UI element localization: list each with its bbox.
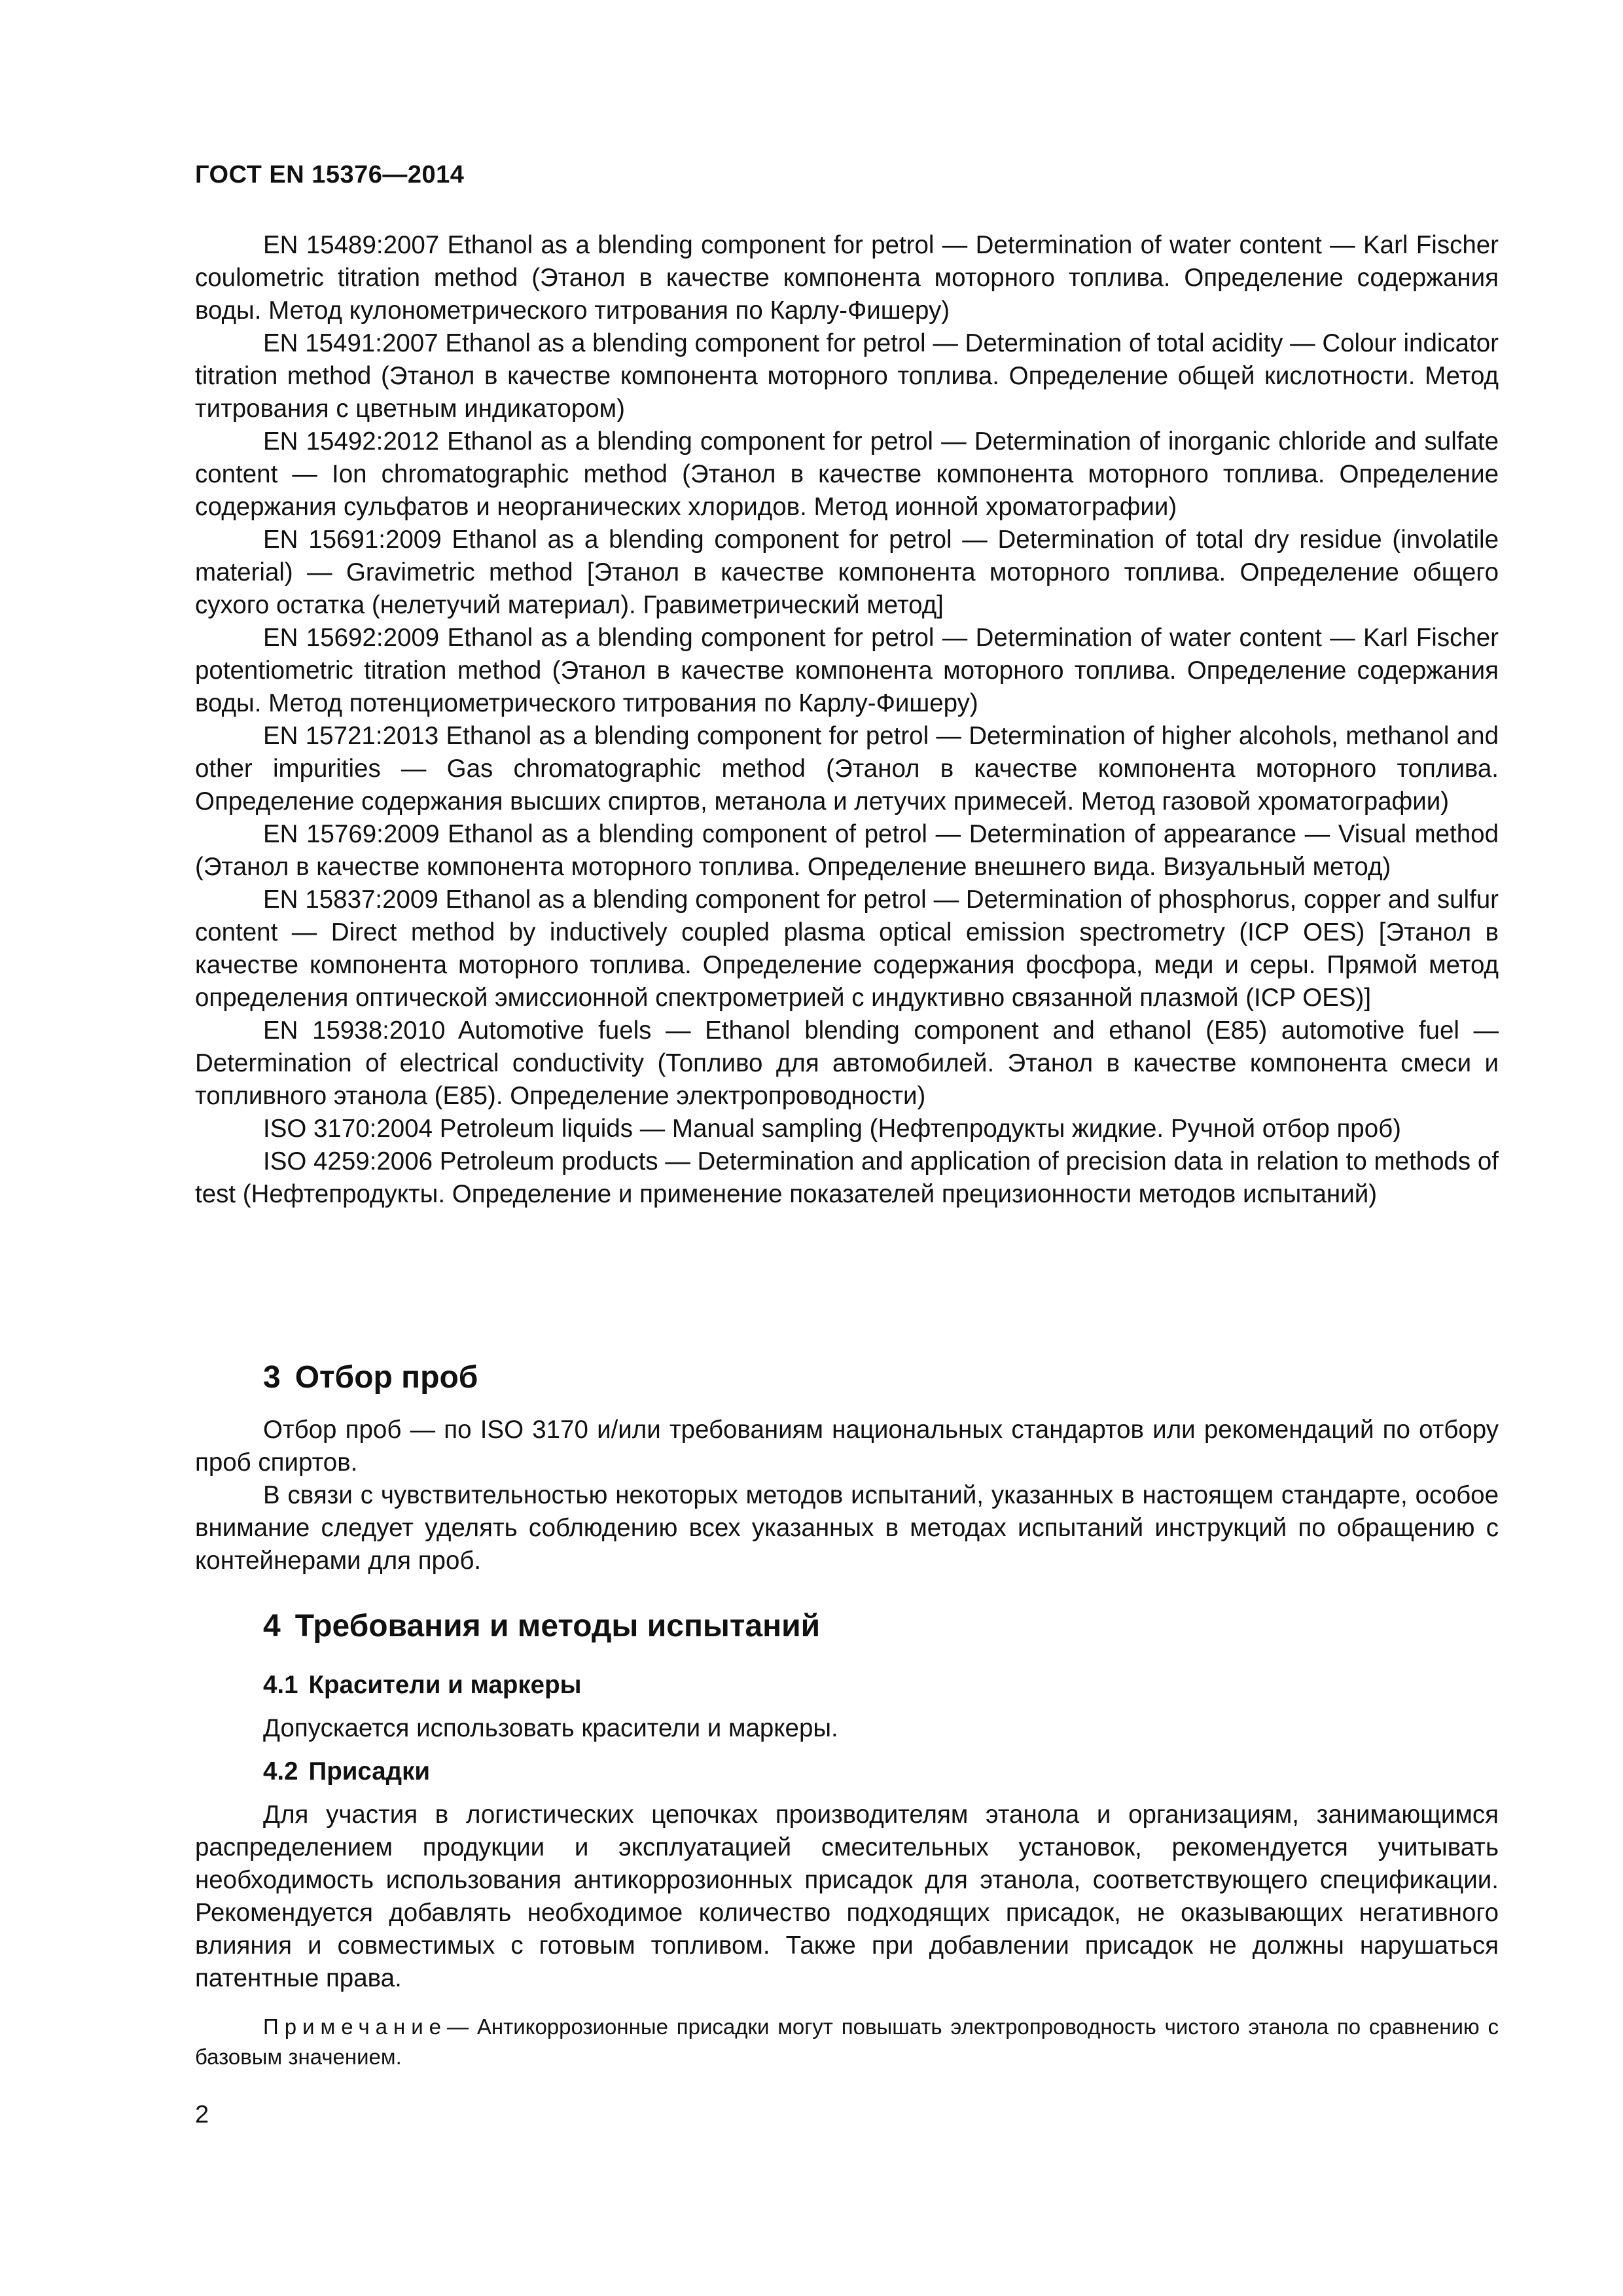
section-number: 4 <box>263 1609 281 1643</box>
subsection-number: 4.1 <box>263 1671 298 1699</box>
reference-item: EN 15489:2007 Ethanol as a blending component for petrol — Determination of water content — Karl Fischer coulometric titration method (Этанол в качестве компонента моторного топлива. Определение содержания воды. Метод кулонометрического титрования по Карлу-Фишеру) <box>195 231 1499 325</box>
section-title: Отбор проб <box>294 1360 478 1395</box>
subsection-title: Красители и маркеры <box>308 1671 582 1699</box>
section-number: 3 <box>263 1360 281 1395</box>
reference-item: EN 15721:2013 Ethanol as a blending component for petrol — Determination of higher alcohols, methanol and other impurities — Gas chromatographic method (Этанол в качестве компонента моторного топлива. Определение содержания высших спиртов, метанола и летучих примесей. Метод газовой хроматографии) <box>195 722 1499 816</box>
reference-item: ISO 3170:2004 Petroleum liquids — Manual sampling (Нефтепродукты жидкие. Ручной отбор проб) <box>263 1115 1402 1143</box>
reference-item: EN 15492:2012 Ethanol as a blending component for petrol — Determination of inorganic chloride and sulfate content — Ion chromatographic method (Этанол в качестве компонента моторного топлива. Определение содержания сульфатов и неорганических хлоридов. Метод ионной хроматографии) <box>195 427 1499 521</box>
subsection-title: Присадки <box>308 1757 431 1785</box>
reference-item: EN 15837:2009 Ethanol as a blending component for petrol — Determination of phosphorus, copper and sulfur content — Direct method by inductively coupled plasma optical emission spectrometry (ICP OES) [Этанол в качестве компонента моторного топлива. Определение содержания фосфора, меди и серы. Прямой метод определения оптической эмиссионной спектрометрией с индуктивно связанной плазмой (ICP OES)] <box>195 886 1499 1012</box>
reference-item: EN 15692:2009 Ethanol as a blending component for petrol — Determination of water content — Karl Fischer potentiometric titration method (Этанол в качестве компонента моторного топлива. Определение содержания воды. Метод потенциометрического титрования по Карлу-Фишеру) <box>195 624 1499 717</box>
note-text: — Антикоррозионные присадки могут повышать электропроводность чистого этанола по сравнению с базовым значением. <box>195 2015 1499 2069</box>
paragraph: Отбор проб — по ISO 3170 и/или требованиям национальных стандартов или рекомендаций по отбору проб спиртов. <box>195 1416 1499 1477</box>
standard-code-header: ГОСТ EN 15376—2014 <box>195 161 465 188</box>
paragraph: В связи с чувствительностью некоторых методов испытаний, указанных в настоящем стандарте, особое внимание следует уделять соблюдению всех указанных в методах испытаний инструкций по обращению с контейнерами для проб. <box>195 1481 1499 1575</box>
section-heading <box>263 1355 1499 1401</box>
reference-item: EN 15769:2009 Ethanol as a blending component of petrol — Determination of appearance — Visual method (Этанол в качестве компонента моторного топлива. Определение внешнего вида. Визуальный метод) <box>195 820 1499 881</box>
normative-references-list <box>195 229 1499 1211</box>
section-sampling <box>195 1355 1499 1577</box>
note <box>195 2012 1499 2072</box>
subsection-heading <box>263 1669 1499 1702</box>
note-label: Примечание <box>263 2015 448 2039</box>
reference-item: EN 15491:2007 Ethanol as a blending component for petrol — Determination of total acidity — Colour indicator titration method (Этанол в качестве компонента моторного топлива. Определение общей кислотности. Метод титрования с цветным индикатором) <box>195 329 1499 423</box>
subsection-number: 4.2 <box>263 1757 298 1785</box>
paragraph: Для участия в логистических цепочках производителям этанола и организациям, занимающимся распределением продукции и эксплуатацией смесительных установок, рекомендуется учитывать необходимость использования антикоррозионных присадок для этанола, соответствующего спецификации. Рекомендуется добавлять необходимое количество подходящих присадок, не оказывающих негативного влияния и совместимых с готовым топливом. Также при добавлении присадок не должны нарушаться патентные права. <box>195 1801 1499 1992</box>
reference-item: ISO 4259:2006 Petroleum products — Determination and application of precision data in relation to methods of test (Нефтепродукты. Определение и применение показателей прецизионности методов испытаний) <box>195 1147 1499 1208</box>
reference-item: EN 15691:2009 Ethanol as a blending component for petrol — Determination of total dry residue (involatile material) — Gravimetric method [Этанол в качестве компонента моторного топлива. Определение общего сухого остатка (нелетучий материал). Гравиметрический метод] <box>195 526 1499 619</box>
section-heading <box>263 1604 1499 1649</box>
reference-item: EN 15938:2010 Automotive fuels — Ethanol blending component and ethanol (E85) automotive fuel — Determination of electrical conductivity (Топливо для автомобилей. Этанол в качестве компонента смеси и топливного этанола (E85). Определение электропроводности) <box>195 1016 1499 1110</box>
paragraph: Допускается использовать красители и маркеры. <box>263 1714 838 1742</box>
section-title: Требования и методы испытаний <box>294 1609 821 1643</box>
page-number: 2 <box>195 2101 209 2128</box>
section-requirements <box>195 1604 1499 2072</box>
subsection-heading <box>263 1755 1499 1788</box>
